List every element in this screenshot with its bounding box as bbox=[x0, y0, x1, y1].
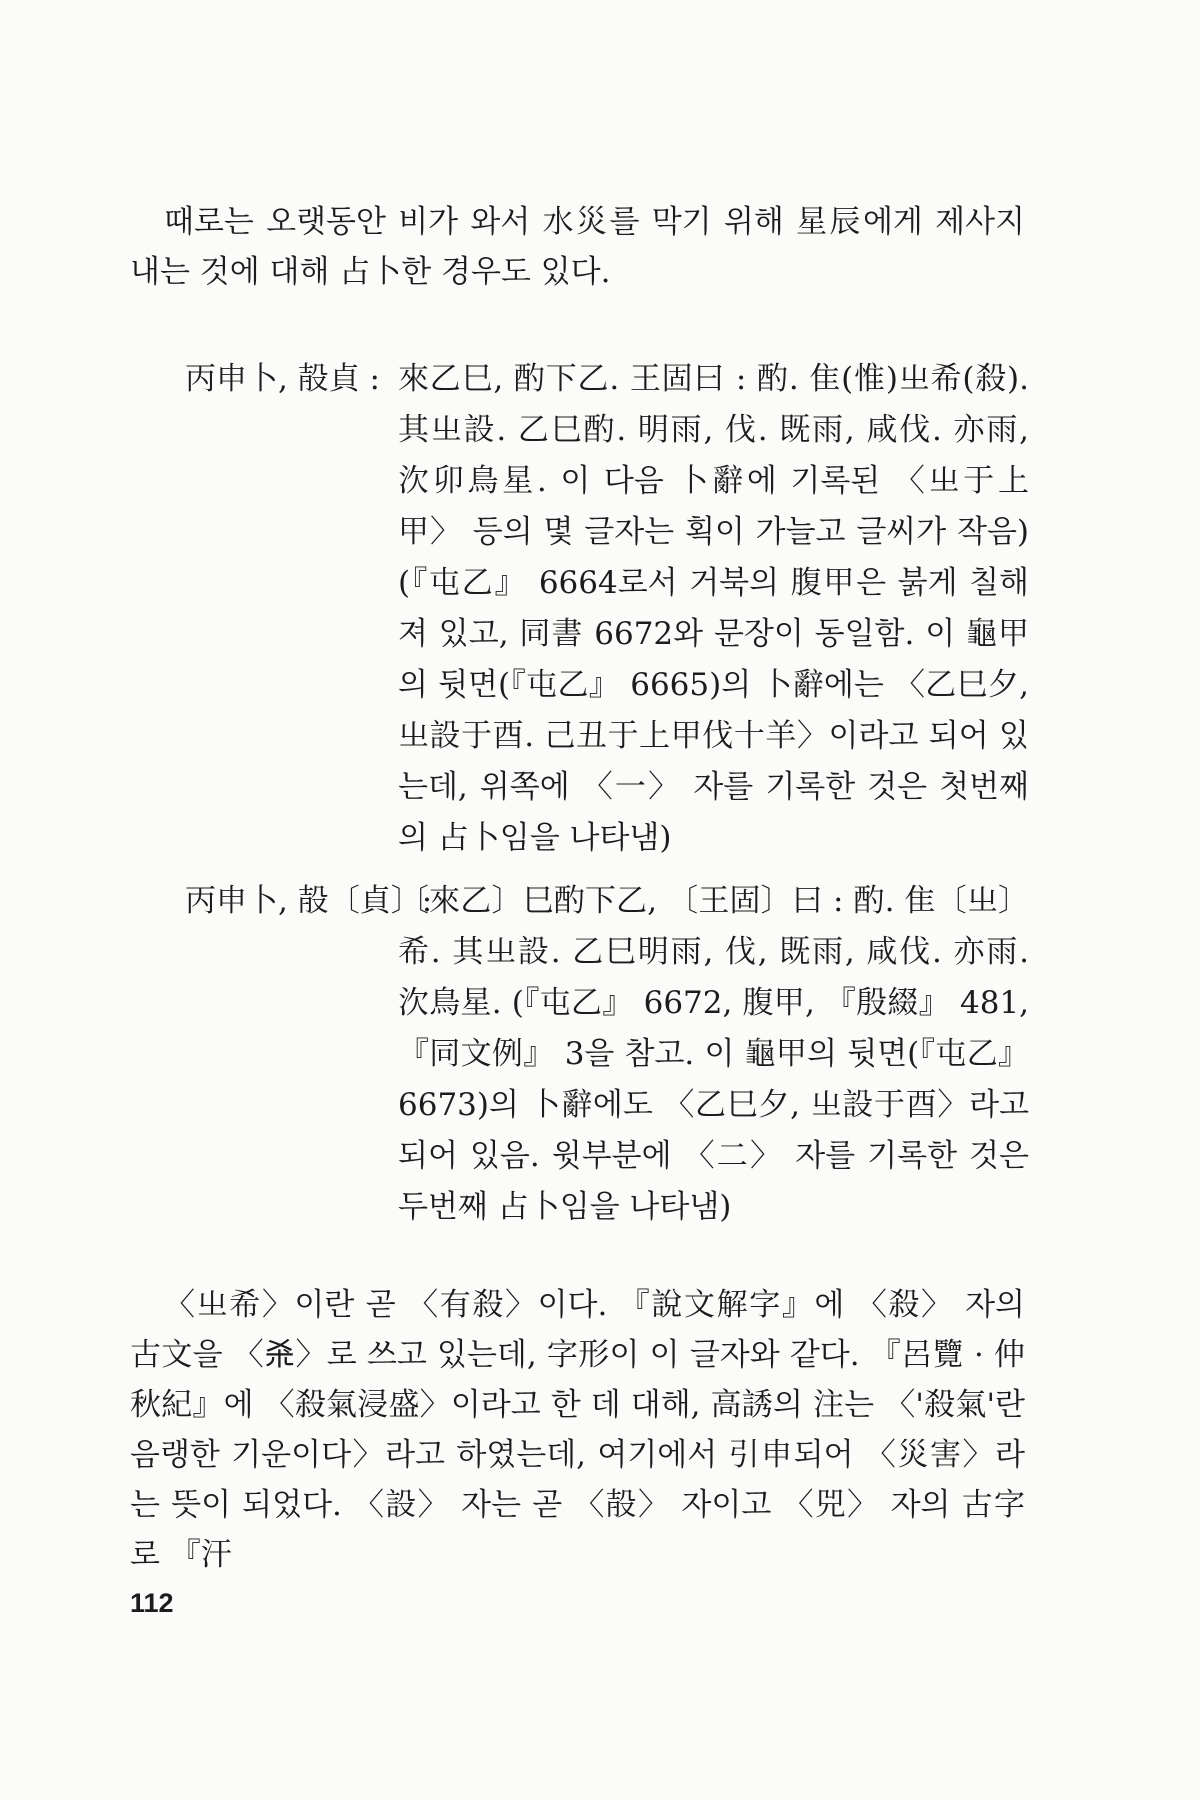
closing-paragraph: 〈㞢希〉이란 곧 〈有殺〉이다. 『說文解字』에 〈殺〉 자의 古文을 〈𣏂〉로 쓰고 있는데, 字形이 이 글자와 같다. 『呂覽 · 仲秋紀』에 〈殺氣浸盛〉이라고 한 데 대해, 高誘의 注는 〈'殺氣'란 음랭한 기운이다〉라고 하였는데, 여기에서 引申되어 〈災害〉라는 뜻이 되었다. 〈設〉 자는 곧 〈㱿〉 자이고 〈兕〉 자의 古字로 『汗 bbox=[130, 1287, 1025, 1573]
intro-paragraph: 때로는 오랫동안 비가 와서 水災를 막기 위해 星辰에게 제사지내는 것에 대해 占卜한 경우도 있다. bbox=[130, 204, 1025, 290]
inscription-text: 〔來乙〕巳酌下乙, 〔王固〕曰 : 酌. 隹〔㞢〕希. 其㞢設. 乙巳明雨, 伐, 既雨, 咸伐. 亦雨. 㳄鳥星. (『屯乙』 6672, 腹甲, 『殷綴』 481, 『同文例』 3을 참고. 이 龜甲의 뒷면(『屯乙』 6673)의 卜辭에도 〈乙巳夕, 㞢設于酉〉라고 되어 있음. 윗부분에 〈二〉 자를 기록한 것은 두번째 占卜임을 나타냄) bbox=[398, 883, 1029, 1225]
inscription-text: 來乙巳, 酌下乙. 王固曰 : 酌. 隹(惟)㞢希(殺). 其㞢設. 乙巳酌. 明雨, 伐. 既雨, 咸伐. 亦雨, 㳄卯鳥星. 이 다음 卜辭에 기록된 〈㞢于上甲〉 등의 몇 글자는 획이 가늘고 글씨가 작음) (『屯乙』 6664로서 거북의 腹甲은 붉게 칠해져 있고, 同書 6672와 문장이 동일함. 이 龜甲의 뒷면(『屯乙』 6665)의 卜辭에는 〈乙巳夕, 㞢設于酉. 己丑于上甲伐十羊〉이라고 되어 있는데, 위쪽에 〈一〉 자를 기록한 것은 첫번째의 占卜임을 나타냄) bbox=[398, 361, 1029, 856]
page-number: 112 bbox=[130, 1588, 174, 1618]
inscription-heading: 丙申卜, 㱿貞 : bbox=[185, 361, 381, 397]
inscription-heading: 丙申卜, 㱿〔貞〕: bbox=[185, 883, 433, 919]
